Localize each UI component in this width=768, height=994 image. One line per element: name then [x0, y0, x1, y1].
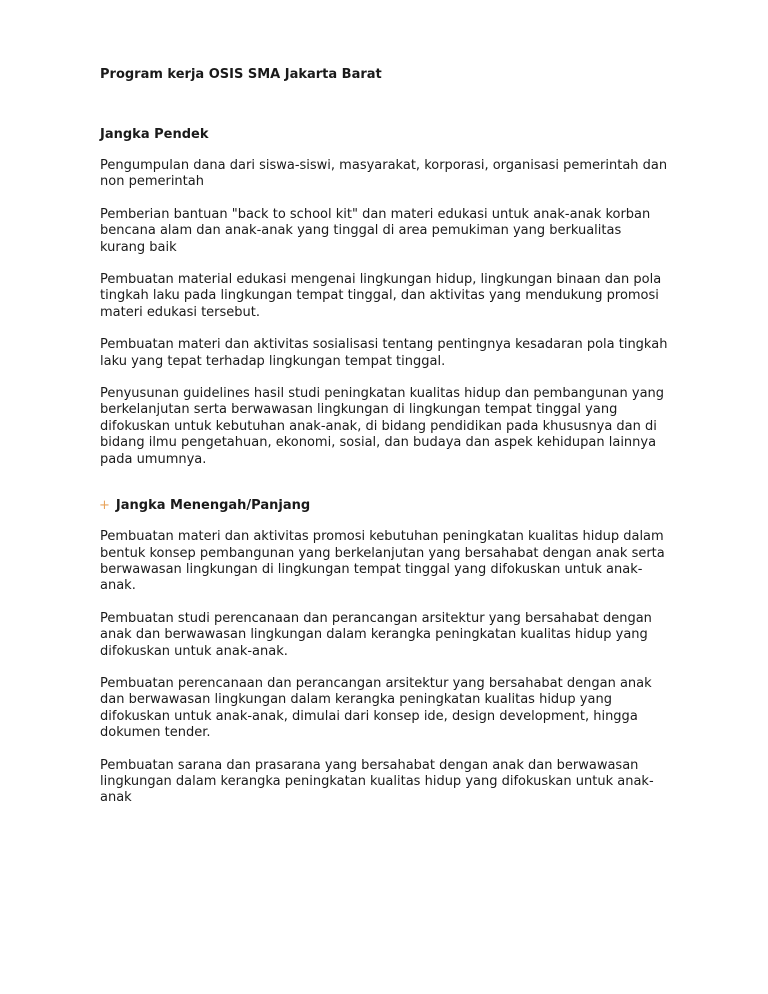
paragraph: Pembuatan materi dan aktivitas sosialisasi tentang pentingnya kesadaran pola tingkah laku yang tepat terhadap lingkungan tempat tinggal. — [100, 337, 668, 369]
plus-bullet-icon: + — [99, 498, 110, 514]
paragraph: Pembuatan material edukasi mengenai lingkungan hidup, lingkungan binaan dan pola tingkah laku pada lingkungan tempat tinggal, dan aktivitas yang mendukung promosi materi edukasi tersebut. — [100, 272, 662, 320]
section-heading — [99, 497, 678, 514]
paragraph: Pembuatan sarana dan prasarana yang bersahabat dengan anak dan berwawasan lingkungan dalam kerangka peningkatan kualitas hidup yang difokuskan untuk anak-anak — [100, 757, 654, 806]
section-heading-label: Jangka Menengah/Panjang — [115, 498, 311, 514]
paragraph: Pembuatan materi dan aktivitas promosi kebutuhan peningkatan kualitas hidup dalam bentuk konsep pembangunan yang berkelanjutan yang bersahabat dengan anak serta berwawasan lingkungan di lingkungan tempat tinggal yang difokuskan untuk anak-anak. — [100, 529, 665, 594]
paragraph: Penyusunan guidelines hasil studi peningkatan kualitas hidup dan pembangunan yang berkelanjutan serta berwawasan lingkungan di lingkungan tempat tinggal yang difokuskan untuk kebutuhan anak-anak, di bidang pendidikan pada khususnya dan di bidang ilmu pengetahuan, ekonomi, sosial, dan budaya dan aspek kehidupan lainnya pada umumnya. — [100, 386, 665, 467]
section-jangka-pendek — [100, 126, 678, 468]
paragraph: Pembuatan perencanaan dan perancangan arsitektur yang bersahabat dengan anak dan berwawasan lingkungan dalam kerangka peningkatan kualitas hidup yang difokuskan untuk anak-anak, dimulai dari konsep ide, design development, hingga dokumen tender. — [100, 675, 652, 741]
paragraph: Pengumpulan dana dari siswa-siswi, masyarakat, korporasi, organisasi pemerintah dan non pemerintah — [100, 158, 668, 190]
section-heading-label: Jangka Pendek — [100, 127, 209, 142]
section-heading — [100, 126, 678, 143]
section-jangka-menengah-panjang — [100, 497, 678, 807]
paragraph: Pemberian bantuan "back to school kit" dan materi edukasi untuk anak-anak korban bencana alam dan anak-anak yang tinggal di area pemukiman yang berkualitas kurang baik — [100, 206, 651, 255]
document-title: Program kerja OSIS SMA Jakarta Barat — [100, 67, 382, 82]
paragraph: Pembuatan studi perencanaan dan perancangan arsitektur yang bersahabat dengan anak dan berwawasan lingkungan dalam kerangka peningkatan kualitas hidup yang difokuskan untuk anak-anak. — [100, 610, 652, 659]
